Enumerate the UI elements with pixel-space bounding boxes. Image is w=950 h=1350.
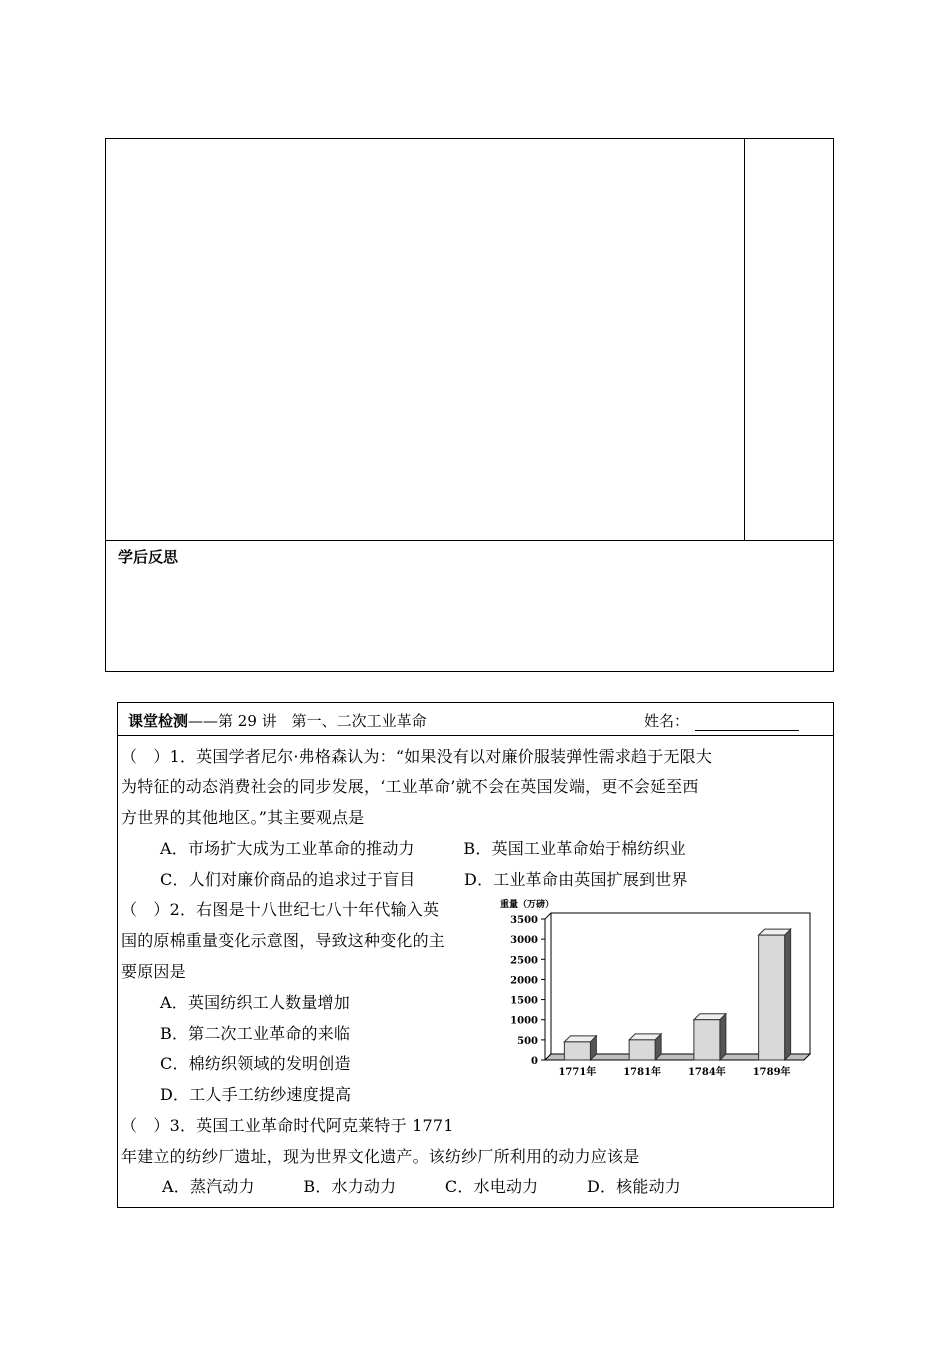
bar-1771年 — [564, 1042, 590, 1060]
reflection-label: 学后反思 — [118, 548, 179, 566]
bar-top — [694, 1014, 726, 1020]
q3-line-1: （ ）3．英国工业革命时代阿克莱特于 1771 — [121, 1116, 454, 1135]
x-tick-label: 1789年 — [752, 1067, 791, 1078]
bar-1781年 — [629, 1040, 655, 1060]
y-tick-label: 1000 — [510, 1015, 538, 1027]
cotton-import-chart — [490, 895, 822, 1080]
frame-edge — [545, 913, 551, 919]
bar-side — [785, 929, 791, 1060]
x-tick-label: 1784年 — [687, 1067, 726, 1078]
x-tick-label: 1771年 — [558, 1067, 597, 1078]
q2-line-2: 国的原棉重量变化示意图，导致这种变化的主 — [121, 931, 446, 950]
q2-option-a: A．英国纺织工人数量增加 — [160, 993, 350, 1012]
upper-table — [105, 138, 834, 672]
quiz-title-rest: ——第 29 讲 第一、二次工业革命 — [188, 712, 427, 730]
name-blank[interactable] — [695, 715, 799, 731]
q1-line-3: 方世界的其他地区。”其主要观点是 — [121, 808, 365, 827]
y-tick-label: 1500 — [510, 995, 538, 1007]
quiz-title — [128, 710, 427, 731]
q1-line-2: 为特征的动态消费社会的同步发展，‘工业革命’就不会在英国发端，更不会延至西 — [121, 777, 699, 796]
bar-1789年 — [759, 935, 785, 1060]
q1-options-ab: A．市场扩大成为工业革命的推动力 B．英国工业革命始于棉纺织业 — [160, 839, 686, 858]
q2-option-c: C．棉纺织领域的发明创造 — [160, 1054, 351, 1073]
bar-1784年 — [694, 1020, 720, 1060]
name-field — [644, 710, 799, 731]
quiz-title-bold: 课堂检测 — [128, 712, 189, 730]
y-tick-label: 2000 — [510, 975, 538, 987]
bar-top — [564, 1036, 596, 1042]
q2-line-1: （ ）2．右图是十八世纪七八十年代输入英 — [121, 900, 440, 919]
q3-line-2: 年建立的纺纱厂遗址，现为世界文化遗产。该纺纱厂所利用的动力应该是 — [121, 1147, 640, 1166]
y-tick-label: 0 — [531, 1056, 538, 1067]
row-divider — [106, 540, 833, 541]
y-tick-label: 3000 — [510, 935, 538, 947]
bar-top — [759, 929, 791, 935]
y-tick-label: 2500 — [510, 955, 538, 967]
column-divider — [744, 139, 745, 540]
q1-options-cd: C．人们对廉价商品的追求过于盲目 D．工业革命由英国扩展到世界 — [160, 870, 688, 889]
y-tick-label: 3500 — [510, 915, 538, 926]
bar-top — [629, 1034, 661, 1040]
x-tick-label: 1781年 — [623, 1067, 662, 1078]
q2-option-d: D．工人手工纺纱速度提高 — [160, 1085, 352, 1104]
quiz-header — [118, 703, 833, 736]
q2-option-b: B．第二次工业革命的来临 — [160, 1024, 351, 1043]
name-label: 姓名： — [644, 712, 690, 730]
bar-side — [720, 1014, 726, 1060]
q3-options: A．蒸汽动力 B．水力动力 C．水电动力 D．核能动力 — [162, 1177, 681, 1196]
y-tick-label: 500 — [517, 1035, 538, 1047]
q1-line-1: （ ）1．英国学者尼尔·弗格森认为：“如果没有以对廉价服装弹性需求趋于无限大 — [121, 747, 713, 766]
q2-line-3: 要原因是 — [121, 962, 186, 981]
y-axis-label: 重量（万磅） — [500, 900, 555, 910]
